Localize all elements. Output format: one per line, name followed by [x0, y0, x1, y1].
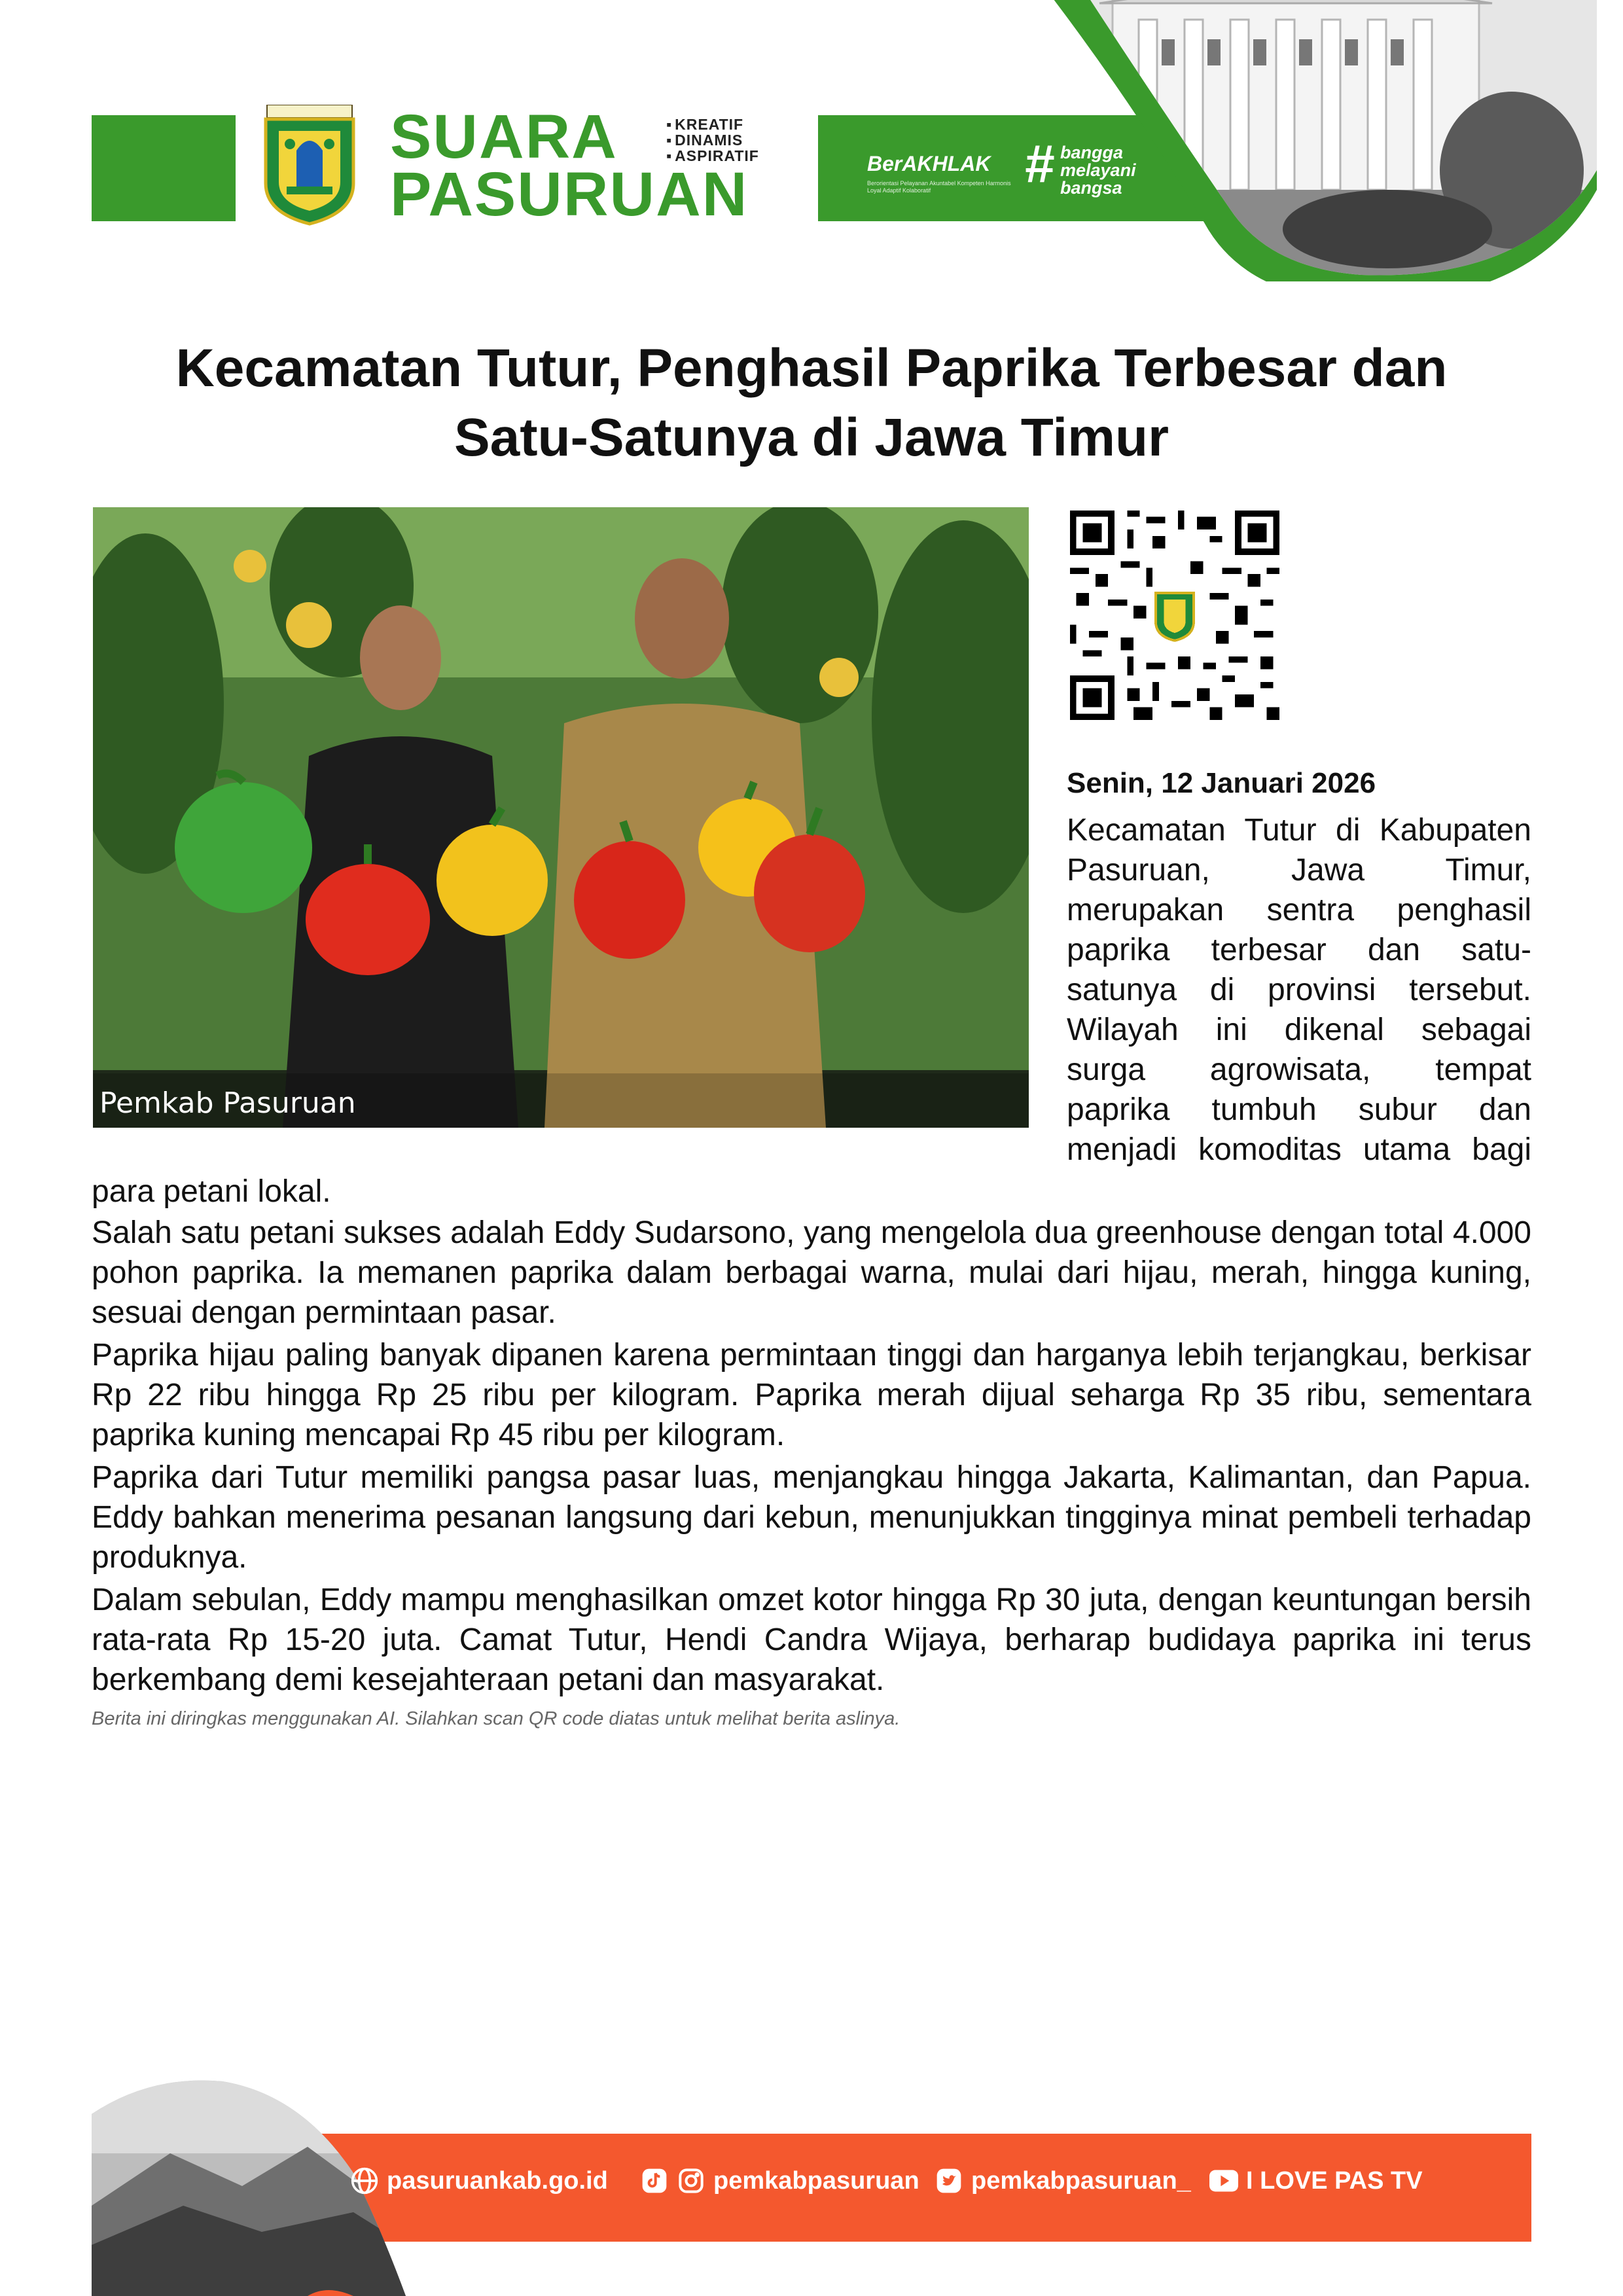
- berakhlak-logo: BerAKHLAK: [867, 152, 991, 175]
- footer-social-2-text: pemkabpasuruan_: [971, 2166, 1191, 2195]
- brand-taglines: [666, 117, 759, 164]
- photo-credit: Pemkab Pasuruan: [99, 1086, 356, 1120]
- body-paragraph: Paprika dari Tutur memiliki pangsa pasar luas, menjangkau hingga Jakarta, Kalimantan, dan Papua. Eddy bahkan menerima pesanan langsung dari kebun, menunjukkan tingginya minat pembeli terhadap produknya.: [92, 1460, 1531, 1575]
- bangga-melayani-bangsa-logo: [1060, 144, 1136, 197]
- article-lead: [1067, 810, 1531, 1170]
- brand-line-1: SUARA: [390, 102, 618, 171]
- lead-line: Kecamatan Tutur di Kabupaten: [1067, 813, 1531, 848]
- lead-line: merupakan sentra penghasil: [1067, 893, 1531, 927]
- lead-continuation: para petani lokal.: [92, 1174, 331, 1209]
- header-green-block: [92, 115, 236, 221]
- body-paragraph: Paprika hijau paling banyak dipanen karena permintaan tinggi dan harganya lebih terjangkau, berkisar Rp 22 ribu hingga Rp 25 ribu per kilogram. Paprika merah dijual seharga Rp 35 ribu, sementara paprika kuning mencapai Rp 45 ribu per kilogram.: [92, 1338, 1531, 1452]
- footer-social-twitter[interactable]: [935, 2166, 1191, 2195]
- footer-website[interactable]: [350, 2166, 608, 2195]
- pasuruan-emblem-logo: [260, 105, 359, 226]
- tagline-aspiratif: ▪ ASPIRATIF: [666, 148, 759, 164]
- lead-line: paprika terbesar dan satu-: [1067, 933, 1531, 967]
- hashtag-line-2: melayani: [1060, 160, 1136, 180]
- lead-line: satunya di provinsi tersebut.: [1067, 973, 1531, 1007]
- body-paragraph: Salah satu petani sukses adalah Eddy Sudarsono, yang mengelola dua greenhouse dengan total 4.000 pohon paprika. Ia memanen paprika dalam berbagai warna, mulai dari hijau, merah, hingga kuning, sesuai dengan permintaan pasar.: [92, 1215, 1531, 1330]
- qr-code[interactable]: [1070, 511, 1279, 720]
- footer-website-text: pasuruankab.go.id: [387, 2166, 608, 2195]
- hashtag-line-3: bangsa: [1060, 178, 1122, 198]
- lead-line: menjadi komoditas utama bagi: [1067, 1132, 1531, 1167]
- tagline-kreatif: ▪ KREATIF: [666, 117, 759, 132]
- header-building-image: [995, 0, 1597, 281]
- tiktok-icon: [640, 2166, 669, 2195]
- title-line-2: Satu-Satunya di Jawa Timur: [454, 408, 1169, 467]
- brand-line-2: PASURUAN: [390, 160, 749, 229]
- footer-social-tiktok-instagram[interactable]: [640, 2166, 919, 2195]
- footer-social-1-text: pemkabpasuruan: [713, 2166, 919, 2195]
- hashtag-symbol: #: [1024, 134, 1054, 194]
- lead-line: Wilayah ini dikenal sebagai: [1067, 1013, 1531, 1047]
- berakhlak-subtitle: Berorientasi Pelayanan Akuntabel Kompeten Harmonis Loyal Adaptif Kolaboratif: [867, 180, 1011, 194]
- tagline-dinamis: ▪ DINAMIS: [666, 132, 759, 148]
- lead-line: paprika tumbuh subur dan: [1067, 1092, 1531, 1127]
- twitter-icon: [935, 2166, 963, 2195]
- footer-youtube[interactable]: [1209, 2166, 1423, 2195]
- youtube-icon: [1209, 2166, 1238, 2195]
- article-date: Senin, 12 Januari 2026: [1067, 767, 1376, 799]
- article-body: [92, 1213, 1531, 1702]
- footer-youtube-text: I LOVE PAS TV: [1246, 2166, 1423, 2195]
- lead-line: Pasuruan, Jawa Timur,: [1067, 853, 1531, 888]
- hashtag-line-1: bangga: [1060, 143, 1124, 162]
- lead-line: surga agrowisata, tempat: [1067, 1052, 1531, 1087]
- globe-icon: [350, 2166, 379, 2195]
- article-photo: [93, 507, 1029, 1128]
- ai-disclaimer: Berita ini diringkas menggunakan AI. Silahkan scan QR code diatas untuk melihat berita aslinya.: [92, 1708, 901, 1729]
- body-paragraph: Dalam sebulan, Eddy mampu menghasilkan omzet kotor hingga Rp 30 juta, dengan keuntungan bersih rata-rata Rp 15-20 juta. Camat Tutur, Hendi Candra Wijaya, berharap budidaya paprika ini terus berkembang demi kesejahteraan petani dan masyarakat.: [92, 1583, 1531, 1697]
- title-line-1: Kecamatan Tutur, Penghasil Paprika Terbesar dan: [175, 338, 1448, 398]
- article-title: [92, 334, 1531, 473]
- instagram-icon: [677, 2166, 705, 2195]
